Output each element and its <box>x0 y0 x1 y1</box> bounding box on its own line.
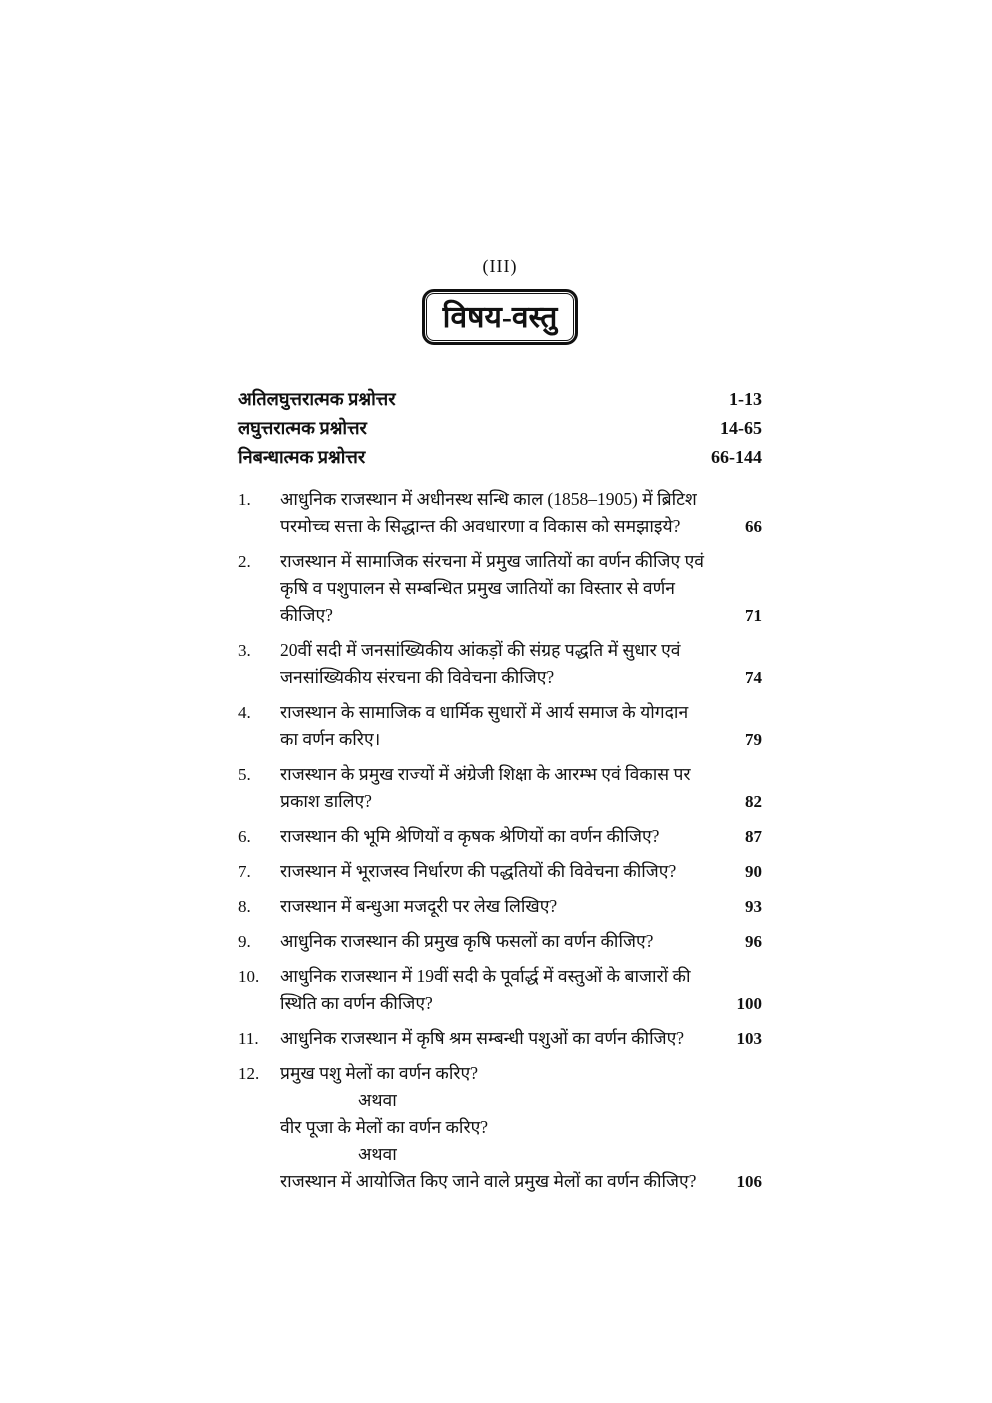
toc-item <box>238 548 762 629</box>
item-text <box>280 963 710 1017</box>
item-line: 20वीं सदी में जनसांख्यिकीय आंकड़ों की संग्रह पद्धति में सुधार एवं <box>280 640 681 660</box>
toc-item <box>238 928 762 955</box>
item-text <box>280 1025 710 1052</box>
alternative-marker: अथवा <box>358 1144 397 1164</box>
title-box <box>422 289 579 345</box>
item-page-number: 103 <box>736 1029 762 1048</box>
toc-item <box>238 1025 762 1052</box>
item-text <box>280 548 710 629</box>
toc-item <box>238 963 762 1017</box>
item-line: स्थिति का वर्णन कीजिए? <box>280 993 433 1013</box>
item-text <box>280 823 710 850</box>
item-text <box>280 1060 710 1195</box>
item-page-number: 96 <box>745 932 762 951</box>
item-line: वीर पूजा के मेलों का वर्णन करिए? <box>280 1117 489 1137</box>
item-number: 4. <box>238 703 251 722</box>
toc-item <box>238 823 762 850</box>
item-text <box>280 486 710 540</box>
item-page-number: 106 <box>736 1172 762 1191</box>
section-pages: 66-144 <box>711 447 762 467</box>
section-row <box>238 385 762 414</box>
item-line: राजस्थान में सामाजिक संरचना में प्रमुख जातियों का वर्णन कीजिए एवं <box>280 551 704 571</box>
section-row <box>238 414 762 443</box>
toc-list <box>238 486 762 1195</box>
item-line: परमोच्च सत्ता के सिद्धान्त की अवधारणा व विकास को समझाइये? <box>280 516 681 536</box>
title-area <box>238 289 762 345</box>
item-number: 5. <box>238 765 251 784</box>
item-text <box>280 761 710 815</box>
item-page-number: 79 <box>745 730 762 749</box>
toc-item <box>238 761 762 815</box>
item-number: 1. <box>238 490 251 509</box>
item-page-number: 87 <box>745 827 762 846</box>
item-line: आधुनिक राजस्थान में अधीनस्थ सन्धि काल (1858–1905) में ब्रिटिश <box>280 489 697 509</box>
item-line: राजस्थान के सामाजिक व धार्मिक सुधारों में आर्य समाज के योगदान <box>280 702 689 722</box>
item-number: 11. <box>238 1029 259 1048</box>
item-number: 10. <box>238 967 260 986</box>
item-text <box>280 699 710 753</box>
toc-item <box>238 486 762 540</box>
section-label: लघुत्तरात्मक प्रश्नोत्तर <box>238 418 367 438</box>
section-label: निबन्धात्मक प्रश्नोत्तर <box>238 447 366 467</box>
section-label: अतिलघुत्तरात्मक प्रश्नोत्तर <box>238 389 396 409</box>
content-column <box>238 256 762 1195</box>
item-page-number: 71 <box>745 606 762 625</box>
item-text <box>280 928 710 955</box>
item-text <box>280 858 710 885</box>
toc-item <box>238 637 762 691</box>
item-line: राजस्थान में बन्धुआ मजदूरी पर लेख लिखिए? <box>280 896 558 916</box>
item-page-number: 82 <box>745 792 762 811</box>
item-line: राजस्थान में भूराजस्व निर्धारण की पद्धतियों की विवेचना कीजिए? <box>280 861 677 881</box>
section-row <box>238 443 762 472</box>
section-pages: 1-13 <box>729 389 762 409</box>
alternative-marker: अथवा <box>358 1090 397 1110</box>
item-number: 6. <box>238 827 251 846</box>
toc-item <box>238 858 762 885</box>
item-line: आधुनिक राजस्थान की प्रमुख कृषि फसलों का वर्णन कीजिए? <box>280 931 654 951</box>
toc-item <box>238 699 762 753</box>
item-page-number: 90 <box>745 862 762 881</box>
item-line: प्रमुख पशु मेलों का वर्णन करिए? <box>280 1063 478 1083</box>
item-line: राजस्थान के प्रमुख राज्यों में अंग्रेजी शिक्षा के आरम्भ एवं विकास पर <box>280 764 691 784</box>
item-line: का वर्णन करिए। <box>280 729 381 749</box>
item-line: राजस्थान में आयोजित किए जाने वाले प्रमुख मेलों का वर्णन कीजिए? <box>280 1171 697 1191</box>
item-number: 8. <box>238 897 251 916</box>
item-number: 9. <box>238 932 251 951</box>
item-number: 3. <box>238 641 251 660</box>
section-summary <box>238 385 762 472</box>
toc-item <box>238 1060 762 1195</box>
item-page-number: 93 <box>745 897 762 916</box>
page-number: (III) <box>482 256 518 276</box>
item-line: जनसांख्यिकीय संरचना की विवेचना कीजिए? <box>280 667 555 687</box>
item-text <box>280 637 710 691</box>
item-page-number: 66 <box>745 517 762 536</box>
section-pages: 14-65 <box>720 418 762 438</box>
item-line: कृषि व पशुपालन से सम्बन्धित प्रमुख जातियों का विस्तार से वर्णन कीजिए? <box>280 578 675 625</box>
item-text <box>280 893 710 920</box>
item-page-number: 74 <box>745 668 762 687</box>
item-line: प्रकाश डालिए? <box>280 791 372 811</box>
page-title: विषय-वस्तु <box>442 301 558 334</box>
item-line: आधुनिक राजस्थान में कृषि श्रम सम्बन्धी पशुओं का वर्णन कीजिए? <box>280 1028 685 1048</box>
item-line: राजस्थान की भूमि श्रेणियों व कृषक श्रेणियों का वर्णन कीजिए? <box>280 826 660 846</box>
toc-item <box>238 893 762 920</box>
item-page-number: 100 <box>736 994 762 1013</box>
item-number: 7. <box>238 862 251 881</box>
item-number: 2. <box>238 552 251 571</box>
item-line: आधुनिक राजस्थान में 19वीं सदी के पूर्वार्द्ध में वस्तुओं के बाजारों की <box>280 966 691 986</box>
item-number: 12. <box>238 1064 260 1083</box>
